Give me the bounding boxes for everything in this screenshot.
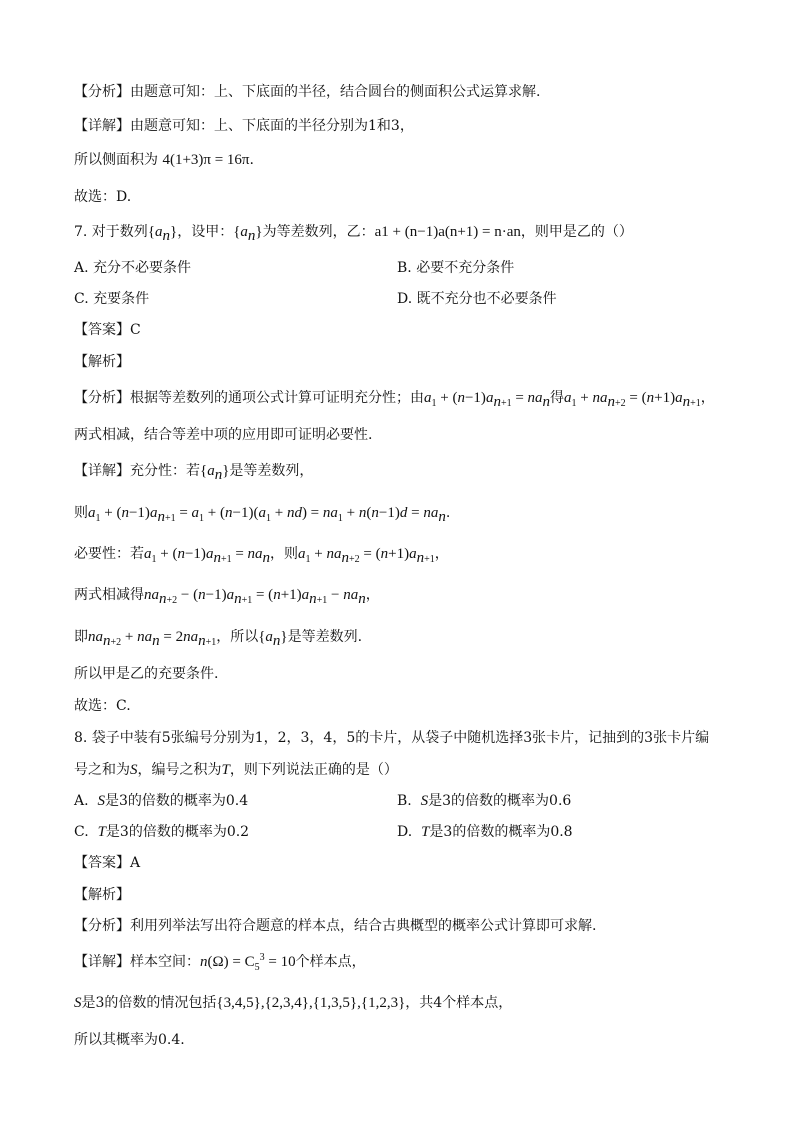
necessity-a: 必要性：若 (74, 546, 144, 562)
necessity-b: ，则 (270, 546, 299, 562)
q7-option-d: D. 既不充分也不必要条件 (397, 291, 557, 307)
analysis-text: 由题意可知：上、下底面的半径，结合圆台的侧面积公式运算求解. (130, 84, 541, 100)
multiple-b: ，共4个样本点， (405, 995, 513, 1011)
formula: $a_1 + (n-1)a_{n+1} = na_n$ (144, 546, 271, 566)
q6-area-line (74, 150, 254, 170)
q7-stem-mid1: ，设甲： (177, 224, 234, 240)
q7-analysis (74, 388, 715, 408)
necessity-c: ， (434, 546, 449, 562)
seq-notation: $\{a_n\}$ (200, 463, 230, 483)
q8-jiexi: 【解析】 (74, 887, 130, 903)
q8-stem-line2 (74, 760, 398, 780)
q8-option-a: A. S是3的倍数的概率为0.4 (74, 793, 249, 809)
q8-option-a-text: 是3的倍数的概率为0.4 (104, 793, 249, 809)
space-b: 个样本点， (295, 954, 366, 970)
formula: $na_{n+2} + na_n = 2na_{n+1}$ (88, 629, 217, 649)
q8-multiple (74, 993, 512, 1013)
q7-stem (74, 222, 633, 242)
multiple-sets: {3,4,5},{2,3,4},{1,3,5},{1,2,3} (216, 995, 406, 1011)
space-a: 样本空间： (130, 954, 200, 970)
formula: $a_1 + na_{n+2} = (n+1)a_{n+1}$ (564, 390, 701, 410)
detail-text: 由题意可知：上、下底面的半径分别为1和3， (130, 118, 414, 134)
q7-option-a: A. 充分不必要条件 (74, 260, 192, 276)
q6-choice: 故选：D. (74, 189, 132, 205)
q7-stem-formula: a1 + (n−1)a(n+1) = n·an (374, 224, 521, 240)
analysis-text-c: ， (700, 390, 715, 406)
q7-then-line (74, 503, 450, 523)
ji-b: ，所以 (216, 629, 259, 645)
q7-jiexi: 【解析】 (74, 354, 130, 370)
q8-option-d-text: 是3的倍数的概率为0.8 (429, 824, 573, 840)
q7-option-b: B. 必要不充分条件 (397, 260, 515, 276)
q8-detail (74, 952, 366, 972)
q8-option-c-text: 是3的倍数的概率为0.2 (105, 824, 250, 840)
analysis-text: 利用列举法写出符合题意的样本点，结合古典概型的概率公式计算即可求解. (130, 918, 597, 934)
formula: $n(\Omega) = C_5^3 = 10$ (200, 952, 296, 973)
q8-option-b-text: 是3的倍数的概率为0.6 (428, 793, 572, 809)
var-S: S (130, 762, 138, 778)
formula: $a_1 + (n-1)a_{n+1} = a_1 + (n-1)(a_1 + nd) = na_1 + n(n-1)d = na_n$ (88, 505, 446, 525)
q8-stem-c: ，则下列说法正确的是（） (229, 762, 398, 778)
q7-answer: 【答案】C (74, 322, 141, 338)
subtract-b: ， (365, 587, 380, 603)
q7-option-c: C. 充要条件 (74, 291, 150, 307)
seq-notation: $\{a_n\}$ (258, 629, 288, 649)
ji-c: 是等差数列. (287, 629, 363, 645)
detail-tag: 【详解】 (74, 463, 130, 479)
then-prefix: 则 (74, 505, 88, 521)
q8-answer: 【答案】A (74, 855, 141, 871)
var-S: S (74, 995, 82, 1011)
q7-stem-mid2: 为等差数列，乙： (262, 224, 375, 240)
q7-number: 7. 对于数列 (74, 224, 148, 240)
ji-a: 即 (74, 629, 88, 645)
analysis-tag: 【分析】 (74, 84, 130, 100)
formula: $na_{n+2} - (n-1)a_{n+1} = (n+1)a_{n+1} - na_n$ (144, 587, 366, 607)
q7-stem-end: ，则甲是乙的（） (520, 224, 633, 240)
q8-option-c: C. T是3的倍数的概率为0.2 (74, 824, 250, 840)
detail-tag: 【详解】 (74, 954, 130, 970)
q7-conclusion: 所以甲是乙的充要条件. (74, 666, 219, 682)
seq-notation: $\{a_n\}$ (233, 224, 263, 244)
analysis-text-b: 得 (550, 390, 565, 406)
then-end: . (445, 505, 451, 521)
q8-analysis (74, 916, 596, 936)
q7-necessity (74, 544, 449, 564)
sufficiency-b: 是等差数列， (229, 463, 314, 479)
seq-notation: $\{a_n\}$ (147, 224, 178, 244)
multiple-a: 是3的倍数的情况包括 (81, 995, 217, 1011)
q8-stem-b: ，编号之积为 (137, 762, 222, 778)
area-suffix: . (249, 152, 254, 168)
sufficiency-a: 充分性：若 (130, 463, 200, 479)
q8-option-d: D. T是3的倍数的概率为0.8 (397, 824, 573, 840)
q6-detail (74, 116, 414, 136)
var-T: T (221, 762, 230, 778)
subtract-a: 两式相减得 (74, 587, 144, 603)
q7-detail (74, 461, 313, 481)
q7-choice: 故选：C. (74, 698, 131, 714)
detail-tag: 【详解】 (74, 118, 130, 134)
q6-analysis (74, 82, 540, 102)
q7-analysis-line2: 两式相减，结合等差中项的应用即可证明必要性. (74, 427, 373, 443)
q8-prob: 所以其概率为0.4. (74, 1032, 185, 1048)
q8-stem-line1: 8. 袋子中装有5张编号分别为1，2，3，4，5的卡片，从袋子中随机选择3张卡片，记抽到的3张卡片编 (74, 730, 710, 746)
area-formula: 4(1+3)π = 16π (162, 152, 250, 168)
q8-stem-a: 号之和为 (74, 762, 130, 778)
q8-option-b: B. S是3的倍数的概率为0.6 (397, 793, 572, 809)
q7-ji (74, 627, 362, 647)
formula: $a_1 + na_{n+2} = (n+1)a_{n+1}$ (298, 546, 435, 566)
analysis-tag: 【分析】 (74, 390, 130, 406)
q7-subtract (74, 585, 380, 605)
analysis-text-a: 根据等差数列的通项公式计算可证明充分性；由 (130, 390, 424, 406)
formula: $a_1 + (n-1)a_{n+1} = na_n$ (424, 390, 551, 410)
analysis-tag: 【分析】 (74, 918, 130, 934)
area-prefix: 所以侧面积为 (74, 152, 158, 168)
